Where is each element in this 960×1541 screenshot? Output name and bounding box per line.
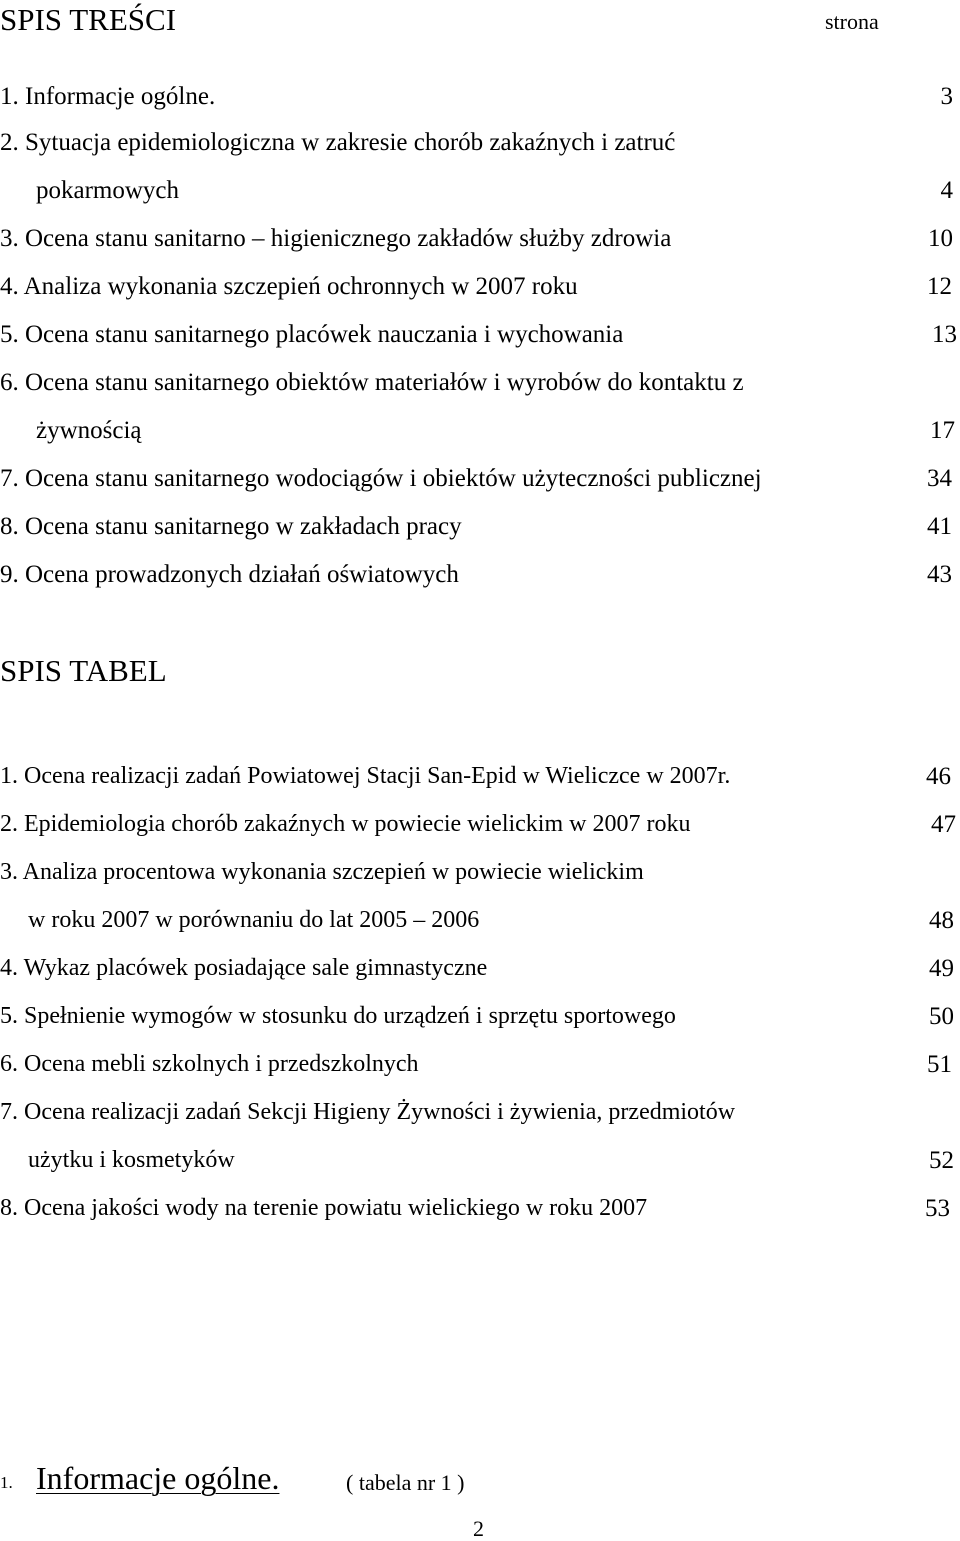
table-entry-text: 3. Analiza procentowa wykonania szczepień w powiecie wielickim xyxy=(0,859,644,885)
toc-entry-page: 10 xyxy=(928,225,953,252)
table-entry-page: 50 xyxy=(929,1003,954,1030)
section-table-reference: ( tabela nr 1 ) xyxy=(346,1470,465,1495)
toc-entry-text: 7. Ocena stanu sanitarnego wodociągów i obiektów użyteczności publicznej xyxy=(0,465,762,492)
toc-entry-text: 8. Ocena stanu sanitarnego w zakładach pracy xyxy=(0,513,462,540)
toc-entry-page: 13 xyxy=(932,321,957,348)
section-number: 1. xyxy=(0,1473,13,1492)
toc-entry-page: 34 xyxy=(927,465,952,492)
table-entry-page: 53 xyxy=(925,1195,950,1222)
section-title: Informacje ogólne. xyxy=(36,1460,280,1496)
table-entry-text: 8. Ocena jakości wody na terenie powiatu wielickiego w roku 2007 xyxy=(0,1195,648,1221)
table-entry-text: w roku 2007 w porównaniu do lat 2005 – 2006 xyxy=(28,907,480,933)
page-column-label: strona xyxy=(825,9,879,34)
toc-entry-page: 12 xyxy=(927,273,952,300)
table-entry-page: 46 xyxy=(926,763,951,790)
toc-entry-text: 4. Analiza wykonania szczepień ochronnych w 2007 roku xyxy=(0,273,578,300)
table-entry-text: 2. Epidemiologia chorób zakaźnych w powiecie wielickim w 2007 roku xyxy=(0,811,691,837)
page-number: 2 xyxy=(473,1516,484,1541)
table-entry-page: 49 xyxy=(929,955,954,982)
toc-entry-page: 43 xyxy=(927,561,952,588)
table-entry-text: użytku i kosmetyków xyxy=(28,1147,235,1173)
toc-entry-text: 9. Ocena prowadzonych działań oświatowych xyxy=(0,561,459,588)
table-entry-text: 1. Ocena realizacji zadań Powiatowej Stacji San-Epid w Wieliczce w 2007r. xyxy=(0,763,731,789)
toc-entry-text: pokarmowych xyxy=(36,177,180,204)
toc-entry-page: 17 xyxy=(930,417,955,444)
table-entry-page: 48 xyxy=(929,907,954,934)
table-entry-page: 52 xyxy=(929,1147,954,1174)
toc-entry-text: 1. Informacje ogólne. xyxy=(0,83,216,110)
table-entry-page: 47 xyxy=(931,811,956,838)
table-entry-text: 6. Ocena mebli szkolnych i przedszkolnych xyxy=(0,1051,419,1077)
toc-entry-page: 41 xyxy=(927,513,952,540)
table-entry-page: 51 xyxy=(927,1051,952,1078)
toc-entry-text: 2. Sytuacja epidemiologiczna w zakresie chorób zakaźnych i zatruć xyxy=(0,129,676,156)
toc-entry-page: 3 xyxy=(940,83,953,110)
table-entry-text: 7. Ocena realizacji zadań Sekcji Higieny Żywności i żywienia, przedmiotów xyxy=(0,1099,736,1125)
toc-entry-text: 5. Ocena stanu sanitarnego placówek nauczania i wychowania xyxy=(0,321,624,348)
tables-title: SPIS TABEL xyxy=(0,653,167,688)
toc-title: SPIS TREŚCI xyxy=(0,2,177,37)
table-entry-text: 4. Wykaz placówek posiadające sale gimnastyczne xyxy=(0,955,488,981)
table-entry-text: 5. Spełnienie wymogów w stosunku do urządzeń i sprzętu sportowego xyxy=(0,1003,676,1029)
toc-entry-text: 6. Ocena stanu sanitarnego obiektów materiałów i wyrobów do kontaktu z xyxy=(0,369,744,396)
toc-entry-page: 4 xyxy=(940,177,953,204)
toc-entry-text: 3. Ocena stanu sanitarno – higienicznego zakładów służby zdrowia xyxy=(0,225,672,252)
toc-entry-text: żywnością xyxy=(36,417,142,444)
